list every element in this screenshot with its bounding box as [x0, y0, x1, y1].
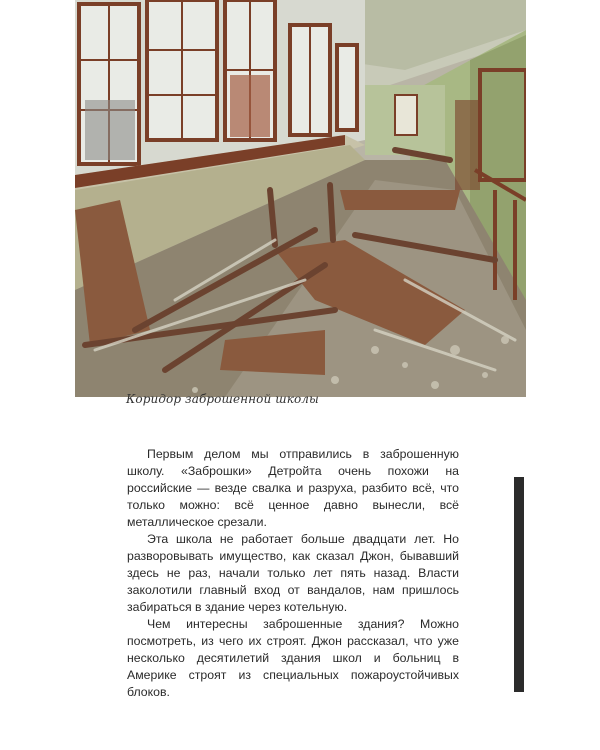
paragraph: Эта школа не работает больше двадцати лет. Но разворовывать имущество, как сказал Джон, бывавший здесь не раз, начали только лет пять назад. Власти заколотили главный вход от вандалов, нам пришлось забираться в здание через котельную. — [127, 532, 459, 614]
page-edge-bar — [514, 477, 524, 692]
corridor-photo — [75, 0, 526, 397]
photo-caption: Коридор заброшенной школы — [126, 392, 319, 406]
paragraph: Чем интересны заброшенные здания? Можно посмотреть, из чего их строят. Джон рассказал, что уже несколько десятилетий здания школ и больниц в Америке строят из специальных пожароустойчивых блоков. — [127, 617, 459, 699]
article-body — [127, 446, 459, 701]
paragraph: Первым делом мы отправились в заброшенную школу. «Заброшки» Детройта очень похожи на российские — везде свалка и разруха, разбито всё, что только можно: всё ценное давно вынесли, всё металлическое срезали. — [127, 447, 459, 529]
